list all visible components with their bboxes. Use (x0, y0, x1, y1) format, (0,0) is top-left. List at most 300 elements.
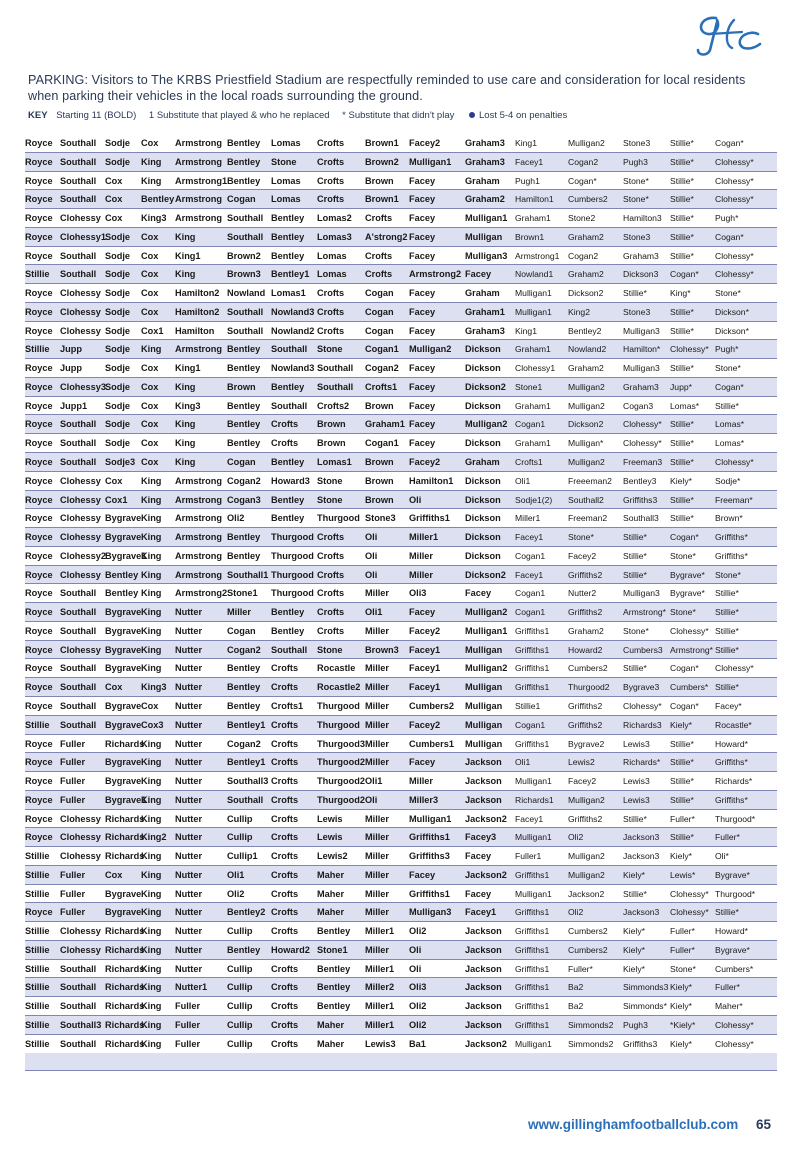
starter-cell: Lomas3 (317, 231, 352, 242)
substitute-cell: Stillie* (623, 813, 647, 824)
starter-cell: Royce (25, 213, 53, 224)
starter-cell: Lewis2 (317, 851, 348, 862)
starter-cell: Mulligan1 (409, 813, 452, 824)
substitute-cell: Cumbers2 (568, 194, 608, 205)
substitute-cell: Kiely* (670, 719, 692, 730)
starter-cell: Bentley (317, 963, 351, 974)
starter-cell: Royce (25, 625, 53, 636)
starter-cell: Bentley (271, 457, 305, 468)
table-row (25, 303, 777, 322)
starter-cell: Miller (365, 588, 389, 599)
starter-cell: Cox (105, 175, 123, 186)
substitute-cell: Bentley3 (623, 475, 657, 486)
starter-cell: Brown (365, 494, 394, 505)
substitute-cell: Cogan* (670, 269, 699, 280)
starter-cell: Crofts (271, 907, 299, 918)
starter-cell: Cox (105, 475, 123, 486)
substitute-cell: Jackson3 (623, 907, 660, 918)
starter-cell: Thurgood (317, 719, 360, 730)
table-row (25, 547, 777, 566)
substitute-cell: Mulligan1 (515, 306, 552, 317)
starter-cell: Mulligan2 (465, 663, 508, 674)
substitute-cell: Howard* (715, 926, 748, 937)
starter-cell: Miller1 (365, 1001, 395, 1012)
substitute-cell: Nowland2 (568, 344, 607, 355)
table-row (25, 340, 777, 359)
starter-cell: Crofts (271, 926, 299, 937)
starter-cell: Southall (317, 381, 354, 392)
substitute-cell: Griffiths1 (515, 663, 550, 674)
starter-cell: Jackson (465, 794, 502, 805)
starter-cell: Southall (271, 644, 308, 655)
substitute-cell: Armstrong* (670, 644, 713, 655)
starter-cell: Sodje (105, 250, 131, 261)
starter-cell: Stone (317, 494, 343, 505)
substitute-cell: Griffiths1 (515, 644, 550, 655)
starter-cell: Miller (365, 625, 389, 636)
table-row (25, 847, 777, 866)
starter-cell: Bentley (227, 438, 261, 449)
starter-cell: Royce (25, 138, 53, 148)
table-row (25, 903, 777, 922)
substitute-cell: Dickson2 (568, 288, 604, 299)
table-row (25, 603, 777, 622)
starter-cell: King (141, 588, 162, 599)
starter-cell: Miller (365, 869, 389, 880)
starter-cell: Lomas (317, 269, 347, 280)
starter-cell: Crofts (271, 738, 299, 749)
starter-cell: Southall (60, 438, 97, 449)
starter-cell: Crofts (317, 325, 345, 336)
key-sub-played: 1 Substitute that played & who he replaced (148, 110, 330, 121)
substitute-cell: Stone3 (623, 138, 651, 148)
starter-cell: Miller1 (365, 1019, 395, 1030)
starter-cell: Clohessy (60, 851, 101, 862)
starter-cell: Bentley (227, 700, 261, 711)
starter-cell: Facey2 (409, 138, 441, 148)
starter-cell: Nowland3 (271, 306, 315, 317)
substitute-cell: *Kiely* (670, 1019, 696, 1030)
substitute-cell: King1 (515, 325, 537, 336)
starter-cell: Facey (409, 250, 436, 261)
substitute-cell: Mulligan2 (568, 794, 605, 805)
starter-cell: Nutter (175, 738, 203, 749)
substitute-cell: Mulligan1 (515, 832, 552, 843)
substitute-cell: Stillie* (623, 550, 647, 561)
substitute-cell: Griffiths3 (623, 494, 658, 505)
starter-cell: Facey (409, 288, 436, 299)
starter-cell: Clohessy (60, 325, 101, 336)
starter-cell: Southall (227, 306, 264, 317)
starter-cell: Clohessy3 (60, 381, 106, 392)
table-row (25, 716, 777, 735)
table-row (25, 378, 777, 397)
starter-cell: Southall (60, 963, 97, 974)
substitute-cell: Stillie* (670, 194, 694, 205)
starter-cell: Crofts (271, 1019, 299, 1030)
starter-cell: Crofts (271, 438, 299, 449)
substitute-cell: Bygrave* (715, 869, 750, 880)
starter-cell: Clohessy (60, 213, 101, 224)
starter-cell: Nutter (175, 663, 203, 674)
substitute-cell: Clohessy* (715, 457, 754, 468)
starter-cell: Mulligan3 (409, 907, 452, 918)
starter-cell: Bygrave (105, 776, 142, 787)
substitute-cell: Griffiths2 (568, 813, 603, 824)
starter-cell: Cullip (227, 982, 253, 993)
substitute-cell: Graham2 (568, 625, 604, 636)
starter-cell: Bentley (271, 250, 305, 261)
substitute-cell: Stone3 (623, 231, 651, 242)
starter-cell: Mulligan (465, 700, 503, 711)
substitute-cell: Clohessy* (670, 888, 709, 899)
starter-cell: Graham (465, 288, 500, 299)
substitute-cell: Griffiths* (715, 532, 748, 543)
substitute-cell: Graham1 (515, 344, 551, 355)
starter-cell: Nowland (227, 288, 266, 299)
starter-cell: Stillie (25, 963, 50, 974)
starter-cell: Bentley (227, 175, 261, 186)
starter-cell: Bentley (271, 213, 305, 224)
starter-cell: Nutter (175, 832, 203, 843)
table-row (25, 697, 777, 716)
starter-cell: Oli2 (409, 1001, 427, 1012)
substitute-cell: Bygrave* (670, 588, 705, 599)
starter-cell: Royce (25, 682, 53, 693)
substitute-cell: Armstrong* (623, 607, 666, 618)
starter-cell: Hamilton1 (409, 475, 454, 486)
substitute-cell: Cogan1 (515, 419, 546, 430)
starter-cell: Southall (227, 794, 264, 805)
starter-cell: Facey3 (465, 832, 497, 843)
substitute-cell: Southall2 (568, 494, 604, 505)
substitute-cell: Stillie* (715, 907, 739, 918)
substitute-cell: Stillie* (670, 213, 694, 224)
substitute-cell: Graham1 (515, 213, 551, 224)
table-row (25, 134, 777, 153)
starter-cell: Facey (409, 231, 436, 242)
substitute-cell: Griffiths1 (515, 682, 550, 693)
substitute-cell: Griffiths* (715, 794, 748, 805)
starter-cell: Oli2 (227, 513, 245, 524)
substitute-cell: Fuller* (715, 982, 740, 993)
starter-cell: Howard3 (271, 475, 310, 486)
starter-cell: King (141, 569, 162, 580)
table-footer-band (25, 1053, 777, 1071)
starter-cell: Miller (365, 888, 389, 899)
substitute-cell: Oli2 (568, 832, 584, 843)
starter-cell: Miller (365, 944, 389, 955)
starter-cell: King (141, 475, 162, 486)
starter-cell: King (141, 175, 162, 186)
starter-cell: Brown3 (227, 269, 261, 280)
substitute-cell: Sodje* (715, 475, 741, 486)
substitute-cell: Bygrave* (715, 944, 750, 955)
starter-cell: Brown (227, 381, 256, 392)
substitute-cell: Brown* (715, 513, 743, 524)
substitute-cell: Griffiths2 (568, 607, 603, 618)
starter-cell: Cox1 (141, 325, 164, 336)
starter-cell: Lomas (271, 175, 301, 186)
starter-cell: Cox (141, 288, 159, 299)
starter-cell: Jackson (465, 944, 502, 955)
starter-cell: Stillie (25, 869, 50, 880)
substitute-cell: Cumbers* (670, 682, 709, 693)
starter-cell: Cox (141, 419, 159, 430)
table-row (25, 753, 777, 772)
substitute-cell: Lewis2 (568, 757, 595, 768)
starter-cell: Thurgood (271, 569, 314, 580)
starter-cell: Graham1 (365, 419, 405, 430)
substitute-cell: Clohessy* (715, 156, 754, 167)
starter-cell: Bentley (227, 532, 261, 543)
starter-cell: Cox (141, 250, 159, 261)
substitute-cell: Mulligan* (568, 438, 604, 449)
starter-cell: Crofts (365, 250, 393, 261)
starter-cell: Southall (60, 269, 97, 280)
substitute-cell: Cogan* (670, 663, 699, 674)
substitute-cell: Stone* (715, 363, 741, 374)
starter-cell: King1 (175, 363, 201, 374)
substitute-cell: Graham1 (515, 400, 551, 411)
substitute-cell: Kiely* (623, 963, 645, 974)
substitute-cell: Ba2 (568, 982, 584, 993)
starter-cell: Crofts (271, 982, 299, 993)
starter-cell: King (141, 907, 162, 918)
starter-cell: Cogan (227, 457, 256, 468)
substitute-cell: Sodje1(2) (515, 494, 553, 505)
starter-cell: Crofts (317, 156, 345, 167)
substitute-cell: Griffiths1 (515, 1019, 550, 1030)
table-row (25, 453, 777, 472)
substitute-cell: Armstrong1 (515, 250, 560, 261)
substitute-cell: Cumbers2 (568, 944, 608, 955)
substitute-cell: Stillie* (670, 363, 694, 374)
starter-cell: Cox (141, 438, 159, 449)
starter-cell: Cogan1 (365, 344, 399, 355)
starter-cell: Brown (365, 175, 394, 186)
starter-cell: Bygrave (105, 513, 142, 524)
starter-cell: King (141, 550, 162, 561)
substitute-cell: Lewis3 (623, 776, 650, 787)
starter-cell: Cullip (227, 1001, 253, 1012)
substitute-cell: Stillie* (715, 607, 739, 618)
starter-cell: Crofts (271, 682, 299, 693)
starter-cell: King (141, 944, 162, 955)
starter-cell: Brown2 (227, 250, 261, 261)
starter-cell: Crofts (271, 1038, 299, 1049)
substitute-cell: Mulligan3 (623, 588, 660, 599)
page-number: 65 (756, 1117, 772, 1132)
substitute-cell: Griffiths* (715, 757, 748, 768)
starter-cell: Sodje (105, 288, 131, 299)
starter-cell: Thurgood3 (317, 738, 365, 749)
starter-cell: Clohessy (60, 475, 101, 486)
starter-cell: Royce (25, 494, 53, 505)
substitute-cell: Stone* (670, 607, 696, 618)
starter-cell: Oli (365, 569, 378, 580)
starter-cell: Dickson2 (465, 569, 506, 580)
starter-cell: Lomas (271, 194, 301, 205)
substitute-cell: Jupp* (670, 381, 692, 392)
substitute-cell: Clohessy* (670, 625, 709, 636)
starter-cell: Royce (25, 663, 53, 674)
starter-cell: Clohessy (60, 813, 101, 824)
starter-cell: King (141, 663, 162, 674)
starter-cell: Crofts (317, 175, 345, 186)
starter-cell: Thurgood2 (317, 757, 365, 768)
starter-cell: Brown3 (365, 644, 399, 655)
table-row (25, 828, 777, 847)
starter-cell: King (175, 419, 196, 430)
substitute-cell: Oli1 (515, 757, 531, 768)
starter-cell: Clohessy (60, 306, 101, 317)
starter-cell: King (141, 344, 162, 355)
starter-cell: Fuller (60, 794, 86, 805)
starter-cell: Facey (409, 306, 436, 317)
starter-cell: Cullip (227, 832, 253, 843)
starter-cell: Jupp1 (60, 400, 88, 411)
starter-cell: Southall (60, 457, 97, 468)
starter-cell: Clohessy (60, 288, 101, 299)
starter-cell: Nutter (175, 719, 203, 730)
substitute-cell: Stillie* (670, 250, 694, 261)
starter-cell: Dickson2 (465, 381, 506, 392)
starter-cell: King1 (175, 250, 201, 261)
starter-cell: Bentley2 (227, 907, 266, 918)
starter-cell: Stillie (25, 1001, 50, 1012)
starter-cell: Miller (365, 682, 389, 693)
substitute-cell: Clohessy* (623, 419, 662, 430)
substitute-cell: Jackson2 (568, 888, 605, 899)
starter-cell: Brown (317, 438, 346, 449)
starter-cell: Cullip1 (227, 851, 258, 862)
substitute-cell: Kiely* (670, 982, 692, 993)
starter-cell: Miller (409, 569, 433, 580)
starter-cell: Bentley1 (227, 757, 266, 768)
starter-cell: Lomas1 (271, 288, 306, 299)
starter-cell: Facey (409, 419, 436, 430)
starter-cell: Richards (105, 738, 145, 749)
starter-cell: Crofts (365, 213, 393, 224)
starter-cell: Royce (25, 550, 53, 561)
starter-cell: Armstrong (175, 532, 222, 543)
starter-cell: Bentley (227, 419, 261, 430)
starter-cell: Griffiths1 (409, 888, 450, 899)
starter-cell: King2 (141, 832, 167, 843)
substitute-cell: Dickson2 (568, 419, 604, 430)
substitute-cell: Griffiths1 (515, 625, 550, 636)
starter-cell: Hamilton2 (175, 306, 220, 317)
starter-cell: Stillie (25, 982, 50, 993)
starter-cell: Stone1 (317, 944, 348, 955)
starter-cell: King (141, 963, 162, 974)
starter-cell: Fuller (175, 1019, 201, 1030)
starter-cell: Armstrong1 (175, 175, 228, 186)
substitute-cell: Stone* (670, 963, 696, 974)
starter-cell: Oli (365, 532, 378, 543)
substitute-cell: Clohessy* (670, 907, 709, 918)
substitute-cell: Clohessy* (715, 269, 754, 280)
starter-cell: Royce (25, 156, 53, 167)
substitute-cell: Clohessy* (715, 663, 754, 674)
starter-cell: Graham1 (465, 306, 505, 317)
starter-cell: Crofts (271, 1001, 299, 1012)
starter-cell: King (141, 156, 162, 167)
table-row (25, 434, 777, 453)
substitute-cell: King* (670, 288, 691, 299)
club-website-link[interactable]: www.gillinghamfootballclub.com (528, 1117, 739, 1132)
starter-cell: Mulligan1 (465, 625, 508, 636)
starter-cell: Sodje (105, 156, 131, 167)
substitute-cell: Pugh3 (623, 156, 648, 167)
starter-cell: Southall (271, 400, 308, 411)
substitute-cell: Dickson3 (623, 269, 659, 280)
substitute-cell: Stillie* (670, 306, 694, 317)
starter-cell: Crofts (271, 963, 299, 974)
starter-cell: Armstrong2 (409, 269, 462, 280)
substitute-cell: Fuller* (670, 926, 695, 937)
starter-cell: Bentley (271, 494, 305, 505)
table-row (25, 622, 777, 641)
starter-cell: King (175, 231, 196, 242)
substitute-cell: Stillie* (715, 625, 739, 636)
starter-cell: Jackson (465, 926, 502, 937)
starter-cell: Crofts (271, 851, 299, 862)
starter-cell: Facey (409, 869, 436, 880)
starter-cell: Stillie (25, 888, 50, 899)
starter-cell: Bygrave1 (105, 794, 147, 805)
starter-cell: Facey (465, 269, 492, 280)
starter-cell: Miller (365, 719, 389, 730)
starter-cell: Mulligan2 (465, 607, 508, 618)
starter-cell: Lomas2 (317, 213, 352, 224)
starter-cell: Royce (25, 644, 53, 655)
starter-cell: Nutter (175, 757, 203, 768)
substitute-cell: Stillie* (715, 682, 739, 693)
starter-cell: Fuller (60, 757, 86, 768)
substitute-cell: Facey1 (515, 156, 544, 167)
starter-cell: Nutter (175, 644, 203, 655)
table-row (25, 397, 777, 416)
substitute-cell: Griffiths3 (623, 1038, 658, 1049)
starter-cell: Southall (60, 250, 97, 261)
substitute-cell: Griffiths1 (515, 982, 550, 993)
substitute-cell: Stillie* (623, 288, 647, 299)
starter-cell: Southall3 (60, 1019, 102, 1030)
starter-cell: Oli1 (365, 607, 383, 618)
starter-cell: Armstrong (175, 550, 222, 561)
starter-cell: Bygrave (105, 888, 142, 899)
substitute-cell: Miller1 (515, 513, 541, 524)
starter-cell: Stillie (25, 344, 50, 355)
starter-cell: Brown1 (365, 138, 399, 148)
substitute-cell: Mulligan2 (568, 869, 605, 880)
starter-cell: Stillie (25, 1038, 50, 1049)
substitute-cell: Cogan* (715, 138, 744, 148)
table-row (25, 284, 777, 303)
gfc-monogram-icon (686, 10, 766, 58)
substitute-cell: Griffiths1 (515, 944, 550, 955)
substitute-cell: Rocastle* (715, 719, 752, 730)
starter-cell: Cogan (227, 194, 256, 205)
starter-cell: Southall (227, 325, 264, 336)
table-row (25, 359, 777, 378)
starter-cell: Crofts (271, 832, 299, 843)
substitute-cell: Dickson* (715, 325, 749, 336)
starter-cell: Cogan (365, 306, 394, 317)
substitute-cell: Graham3 (623, 381, 659, 392)
